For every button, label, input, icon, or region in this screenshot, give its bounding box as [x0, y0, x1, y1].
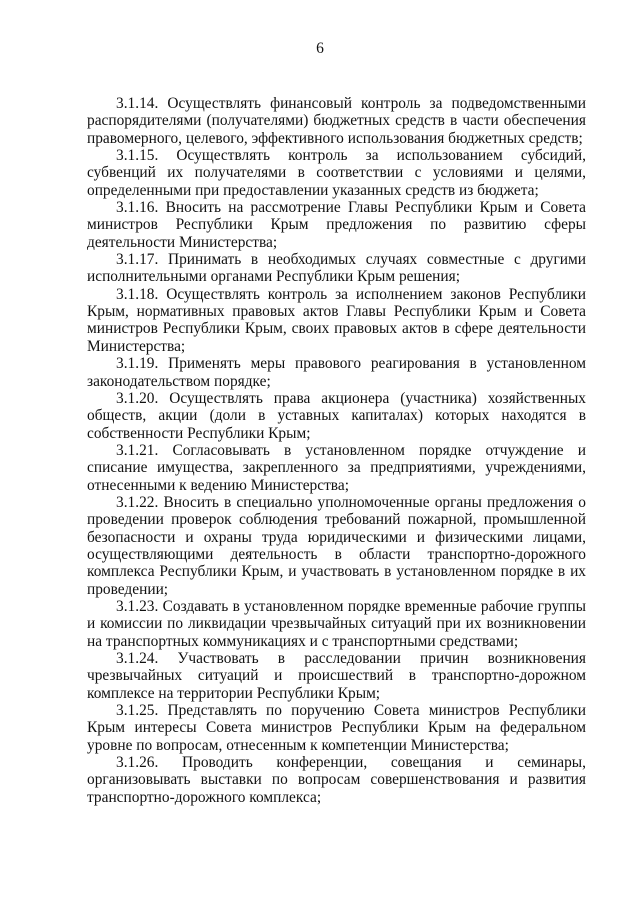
paragraph-3-1-17: 3.1.17. Принимать в необходимых случаях совместные с другими исполнительными органами Республики Крым решения; [87, 251, 586, 286]
page-number: 6 [316, 40, 324, 57]
paragraph-3-1-19: 3.1.19. Применять меры правового реагирования в установленном законодательством порядке; [87, 355, 586, 390]
paragraph-3-1-23: 3.1.23. Создавать в установленном порядке временные рабочие группы и комиссии по ликвидации чрезвычайных ситуаций при их возникновении на транспортных коммуникациях и с транспортными средствами; [87, 597, 586, 650]
paragraph-3-1-14: 3.1.14. Осуществлять финансовый контроль за подведомственными распорядителями (получателями) бюджетных средств в части обеспечения правомерного, целевого, эффективного использования бюджетных средств; [87, 95, 586, 147]
paragraph-3-1-25: 3.1.25. Представлять по поручению Совета министров Республики Крым интересы Совета министров Республики Крым на федеральном уровне по вопросам, отнесенным к компетенции Министерства; [87, 702, 586, 754]
paragraph-3-1-18: 3.1.18. Осуществлять контроль за исполнением законов Республики Крым, нормативных правовых актов Главы Республики Крым и Совета министров Республики Крым, своих правовых актов в сфере деятельности Министерства; [87, 285, 586, 355]
paragraph-3-1-22: 3.1.22. Вносить в специально уполномоченные органы предложения о проведении проверок соблюдения требований пожарной, промышленной безопасности и охраны труда юридическими и физическими лицами, осуществляющими деятельность в области транспортно-дорожного комплекса Республики Крым, и участвовать в установленном порядке в их проведении; [87, 493, 586, 598]
document-body [87, 95, 586, 806]
paragraph-3-1-16: 3.1.16. Вносить на рассмотрение Главы Республики Крым и Совета министров Республики Крым предложения по развитию сферы деятельности Министерства; [87, 199, 586, 251]
paragraph-3-1-26: 3.1.26. Проводить конференции, совещания и семинары, организовывать выставки по вопросам совершенствования и развития транспортно-дорожного комплекса; [87, 754, 586, 806]
paragraph-3-1-15: 3.1.15. Осуществлять контроль за использованием субсидий, субвенций их получателями в соответствии с условиями и целями, определенными при предоставлении указанных средств из бюджета; [87, 147, 586, 199]
paragraph-3-1-24: 3.1.24. Участвовать в расследовании причин возникновения чрезвычайных ситуаций и происшествий в транспортно-дорожном комплексе на территории Республики Крым; [87, 650, 586, 702]
paragraph-3-1-21: 3.1.21. Согласовывать в установленном порядке отчуждение и списание имущества, закрепленного за предприятиями, учреждениями, отнесенными к ведению Министерства; [87, 441, 586, 494]
paragraph-3-1-20: 3.1.20. Осуществлять права акционера (участника) хозяйственных обществ, акции (доли в уставных капиталах) которых находятся в собственности Республики Крым; [87, 389, 586, 442]
